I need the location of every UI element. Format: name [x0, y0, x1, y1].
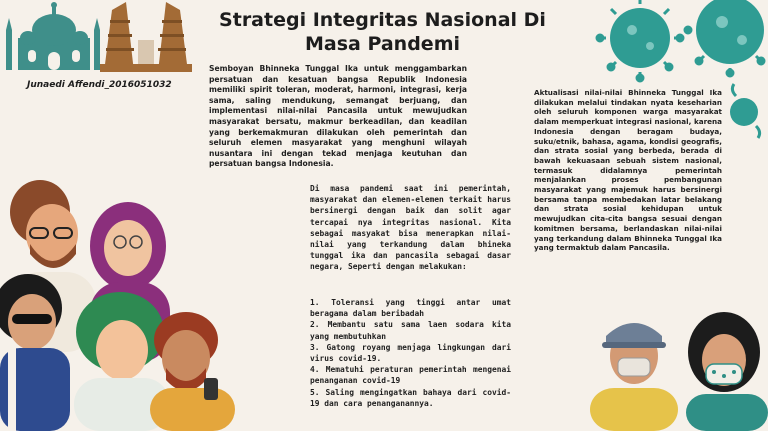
list-item: 5. Saling mengingatkan bahaya dari covid-19 dan cara penanganannya.	[310, 387, 511, 408]
list-item: 2. Membantu satu sama laen sodara kita yang membutuhkan	[310, 320, 511, 341]
temple-gate-icon	[100, 0, 192, 72]
crowd-illustration	[0, 172, 235, 431]
virus-icon	[592, 0, 768, 150]
page-title: Strategi Integritas Nasional Di Masa Pandemi	[219, 9, 546, 55]
author-name: Junaedi Affendi_2016051032	[27, 80, 172, 90]
list-item: 4. Mematuhi peraturan pemerintah mengenai penanganan covid-19	[310, 365, 511, 386]
list-item: 3. Gatong royang menjaga lingkungan dari virus covid-19.	[310, 342, 511, 364]
intro-paragraph: Semboyan Bhinneka Tunggal Ika untuk menggambarkan persatuan dan kesatuan bangsa Republik Indonesia memiliki spirit toleran, moderat, harmoni, integrasi, kerja sama, saling mendukung, semangat berjuang, dan implementasi nilai-nilai Pancasila untuk mewujudkan masyarakat bersatu, makmur berkeadilan, dan keadilan yang berkemakmuran dilakukan oleh pemerintah dan seluruh elemen masyarakat yang menghuni wilayah nusantara ini dengan tekad menjaga keutuhan dan persatuan bangsa Indonesia.	[209, 64, 467, 169]
masked-people-illustration	[582, 306, 768, 431]
list-item: 1. Toleransi yang tinggi antar umat beragama dalam beribadah	[310, 298, 511, 319]
action-list	[310, 297, 511, 409]
mosque-icon	[4, 0, 104, 72]
pandemic-paragraph: Di masa pandemi saat ini pemerintah, masyarakat dan elemen-elemen terkait harus bersinergi dengan baik dan solit agar tercapai nya integritas nasional. Kita sebagai masyakat bisa menerapkan nilai-nilai yang terkandung dalam bhineka tunggal ika dan pancasila sebagai dasar negara, Seperti dengan melakukan:	[310, 184, 511, 272]
actualization-paragraph: Aktualisasi nilai-nilai Bhinneka Tunggal Ika dilakukan melalui tindakan nyata keseharian oleh seluruh komponen warga masyarakat dalam memperkuat integrasi nasional, karena Indonesia dengan beragam budaya, suku/etnik, bahasa, agama, kondisi geografis, dan strata sosial yang berbeda, berada di bawah kekuasaan sebuah sistem nasional, termasuk didalamnya pemerintah menjalankan proses pembangunan masyarakat yang majemuk harus bersinergi bersama tanpa membedakan latar belakang dan strata sosial kehidupan untuk mewujudkan cita-cita bangsa sesuai dengan komitmen bersama, berlandaskan nilai-nilai yang terkandung dalam Bhinneka Tunggal Ika yang termaktub dalam Pancasila.	[534, 88, 722, 253]
